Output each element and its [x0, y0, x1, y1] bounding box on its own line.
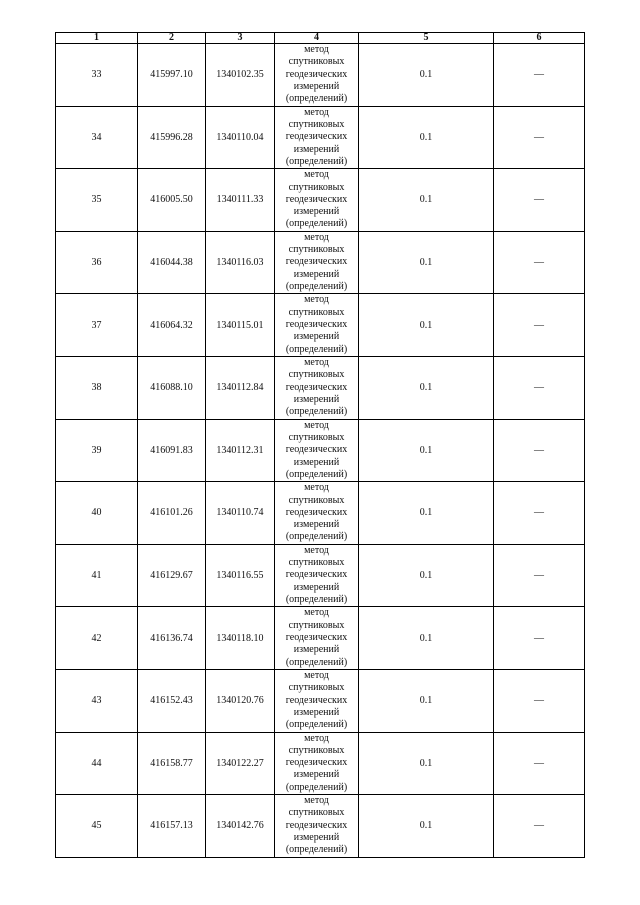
- accuracy-value: 0.1: [359, 169, 494, 232]
- note-dash: —: [494, 607, 585, 670]
- table-row: [56, 669, 585, 732]
- method-line: измерений: [293, 206, 340, 218]
- accuracy-value: 0.1: [359, 544, 494, 607]
- method-line: (определений): [285, 343, 348, 355]
- table-row: [56, 231, 585, 294]
- method-line: (определений): [285, 719, 348, 731]
- determination-method: [275, 732, 359, 795]
- header-row: [56, 33, 585, 44]
- method-line: геодезических: [285, 381, 348, 393]
- method-line: спутниковых: [288, 494, 345, 506]
- point-number: 44: [56, 732, 138, 795]
- table-row: [56, 732, 585, 795]
- table-row: [56, 482, 585, 545]
- accuracy-value: 0.1: [359, 231, 494, 294]
- method-line: геодезических: [285, 757, 348, 769]
- coordinate-y: 1340116.55: [206, 544, 275, 607]
- method-line: спутниковых: [288, 244, 345, 256]
- note-dash: —: [494, 356, 585, 419]
- note-dash: —: [494, 419, 585, 482]
- method-line: геодезических: [285, 444, 348, 456]
- note-dash: —: [494, 294, 585, 357]
- note-dash: —: [494, 544, 585, 607]
- method-line: спутниковых: [288, 181, 345, 193]
- note-dash: —: [494, 231, 585, 294]
- method-line: метод: [304, 294, 329, 306]
- point-number: 36: [56, 231, 138, 294]
- method-line: измерений: [293, 832, 340, 844]
- note-dash: —: [494, 106, 585, 169]
- note-dash: —: [494, 44, 585, 107]
- point-number: 40: [56, 482, 138, 545]
- coordinate-x: 416158.77: [138, 732, 206, 795]
- note-dash: —: [494, 669, 585, 732]
- point-number: 35: [56, 169, 138, 232]
- method-line: метод: [304, 732, 329, 744]
- method-line: измерений: [293, 268, 340, 280]
- method-line: спутниковых: [288, 557, 345, 569]
- accuracy-value: 0.1: [359, 669, 494, 732]
- determination-method: [275, 482, 359, 545]
- method-line: измерений: [293, 581, 340, 593]
- accuracy-value: 0.1: [359, 419, 494, 482]
- method-line: геодезических: [285, 569, 348, 581]
- table-row: [56, 106, 585, 169]
- coordinate-y: 1340110.04: [206, 106, 275, 169]
- coordinate-y: 1340112.31: [206, 419, 275, 482]
- method-line: метод: [304, 544, 329, 556]
- accuracy-value: 0.1: [359, 795, 494, 858]
- method-line: (определений): [285, 781, 348, 793]
- method-line: геодезических: [285, 694, 348, 706]
- method-line: спутниковых: [288, 744, 345, 756]
- coordinate-x: 416136.74: [138, 607, 206, 670]
- determination-method: [275, 294, 359, 357]
- accuracy-value: 0.1: [359, 44, 494, 107]
- coordinate-y: 1340115.01: [206, 294, 275, 357]
- table-row: [56, 607, 585, 670]
- method-line: геодезических: [285, 506, 348, 518]
- header-col-2: 2: [138, 33, 206, 44]
- coordinate-x: 416064.32: [138, 294, 206, 357]
- coordinate-y: 1340102.35: [206, 44, 275, 107]
- method-line: метод: [304, 482, 329, 494]
- method-line: измерений: [293, 644, 340, 656]
- method-line: измерений: [293, 456, 340, 468]
- coordinate-x: 415996.28: [138, 106, 206, 169]
- method-line: геодезических: [285, 319, 348, 331]
- coordinate-y: 1340116.03: [206, 231, 275, 294]
- header-col-6: 6: [494, 33, 585, 44]
- table-row: [56, 419, 585, 482]
- header-col-3: 3: [206, 33, 275, 44]
- point-number: 38: [56, 356, 138, 419]
- method-line: спутниковых: [288, 682, 345, 694]
- method-line: (определений): [285, 218, 348, 230]
- method-line: (определений): [285, 93, 348, 105]
- method-line: (определений): [285, 656, 348, 668]
- accuracy-value: 0.1: [359, 482, 494, 545]
- header-col-1: 1: [56, 33, 138, 44]
- table-row: [56, 544, 585, 607]
- method-line: измерений: [293, 706, 340, 718]
- table-row: [56, 294, 585, 357]
- table-row: [56, 795, 585, 858]
- coordinate-x: 415997.10: [138, 44, 206, 107]
- accuracy-value: 0.1: [359, 732, 494, 795]
- note-dash: —: [494, 169, 585, 232]
- coordinate-x: 416005.50: [138, 169, 206, 232]
- determination-method: [275, 106, 359, 169]
- determination-method: [275, 356, 359, 419]
- header-col-5: 5: [359, 33, 494, 44]
- accuracy-value: 0.1: [359, 356, 494, 419]
- determination-method: [275, 44, 359, 107]
- coordinate-x: 416152.43: [138, 669, 206, 732]
- coordinate-y: 1340122.27: [206, 732, 275, 795]
- method-line: геодезических: [285, 631, 348, 643]
- method-line: геодезических: [285, 256, 348, 268]
- determination-method: [275, 169, 359, 232]
- method-line: геодезических: [285, 819, 348, 831]
- coordinate-x: 416157.13: [138, 795, 206, 858]
- determination-method: [275, 795, 359, 858]
- method-line: спутниковых: [288, 807, 345, 819]
- coordinate-y: 1340110.74: [206, 482, 275, 545]
- accuracy-value: 0.1: [359, 106, 494, 169]
- method-line: метод: [304, 419, 329, 431]
- table-row: [56, 356, 585, 419]
- header-col-4: 4: [275, 33, 359, 44]
- method-line: (определений): [285, 593, 348, 605]
- method-line: (определений): [285, 155, 348, 167]
- note-dash: —: [494, 482, 585, 545]
- method-line: измерений: [293, 143, 340, 155]
- coordinate-y: 1340112.84: [206, 356, 275, 419]
- coordinate-x: 416088.10: [138, 356, 206, 419]
- method-line: метод: [304, 169, 329, 181]
- coordinate-x: 416091.83: [138, 419, 206, 482]
- method-line: (определений): [285, 406, 348, 418]
- determination-method: [275, 419, 359, 482]
- coordinate-x: 416129.67: [138, 544, 206, 607]
- method-line: (определений): [285, 844, 348, 856]
- point-number: 39: [56, 419, 138, 482]
- coordinate-y: 1340111.33: [206, 169, 275, 232]
- accuracy-value: 0.1: [359, 607, 494, 670]
- method-line: спутниковых: [288, 431, 345, 443]
- determination-method: [275, 669, 359, 732]
- method-line: спутниковых: [288, 118, 345, 130]
- method-line: измерений: [293, 393, 340, 405]
- accuracy-value: 0.1: [359, 294, 494, 357]
- table-row: [56, 169, 585, 232]
- method-line: спутниковых: [288, 56, 345, 68]
- method-line: (определений): [285, 531, 348, 543]
- method-line: метод: [304, 669, 329, 681]
- point-number: 33: [56, 44, 138, 107]
- method-line: метод: [304, 795, 329, 807]
- method-line: (определений): [285, 468, 348, 480]
- determination-method: [275, 544, 359, 607]
- method-line: спутниковых: [288, 306, 345, 318]
- coordinate-y: 1340142.76: [206, 795, 275, 858]
- method-line: спутниковых: [288, 619, 345, 631]
- coordinate-y: 1340120.76: [206, 669, 275, 732]
- method-line: геодезических: [285, 131, 348, 143]
- point-number: 45: [56, 795, 138, 858]
- point-number: 34: [56, 106, 138, 169]
- method-line: спутниковых: [288, 369, 345, 381]
- table-row: [56, 44, 585, 107]
- method-line: метод: [304, 357, 329, 369]
- method-line: метод: [304, 607, 329, 619]
- method-line: метод: [304, 231, 329, 243]
- method-line: измерений: [293, 80, 340, 92]
- point-number: 42: [56, 607, 138, 670]
- coordinate-y: 1340118.10: [206, 607, 275, 670]
- method-line: геодезических: [285, 193, 348, 205]
- coordinate-x: 416101.26: [138, 482, 206, 545]
- method-line: измерений: [293, 519, 340, 531]
- coordinate-x: 416044.38: [138, 231, 206, 294]
- determination-method: [275, 231, 359, 294]
- method-line: метод: [304, 106, 329, 118]
- method-line: метод: [304, 44, 329, 56]
- point-number: 43: [56, 669, 138, 732]
- determination-method: [275, 607, 359, 670]
- point-number: 37: [56, 294, 138, 357]
- method-line: геодезических: [285, 68, 348, 80]
- note-dash: —: [494, 795, 585, 858]
- method-line: (определений): [285, 281, 348, 293]
- note-dash: —: [494, 732, 585, 795]
- method-line: измерений: [293, 331, 340, 343]
- coordinates-table: [55, 32, 585, 858]
- point-number: 41: [56, 544, 138, 607]
- method-line: измерений: [293, 769, 340, 781]
